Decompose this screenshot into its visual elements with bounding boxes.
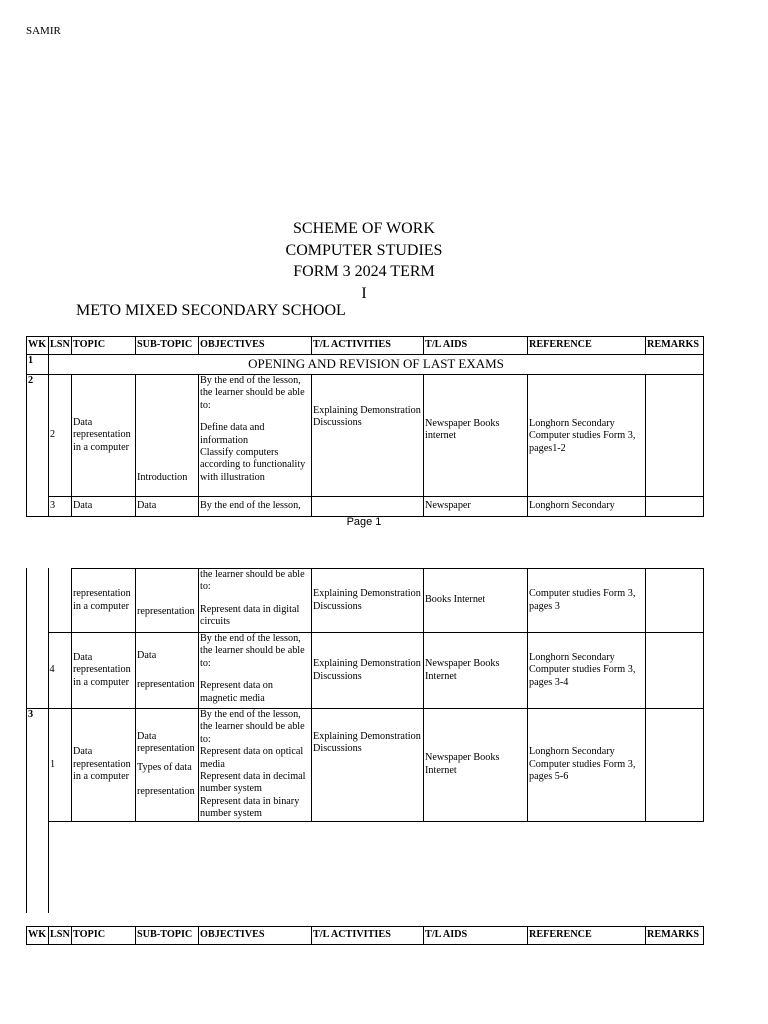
table-row (27, 633, 704, 709)
title-line: SCHEME OF WORK (293, 220, 435, 237)
page-number: Page 1 (346, 516, 382, 528)
col-header-reference: REFERENCE (528, 927, 646, 945)
activities-cell: Explaining Demonstration Discussions (312, 375, 424, 497)
objective-intro: By the end of the lesson, the learner should be able to: (200, 375, 305, 411)
objectives-cell (199, 633, 312, 709)
activities-cell (312, 497, 424, 517)
subtopic-line: representation (137, 678, 195, 690)
scheme-table-repeat-header (26, 926, 704, 945)
reference-cell: Computer studies Form 3, pages 3 (528, 569, 646, 633)
title-line: COMPUTER STUDIES (285, 241, 443, 259)
reference-cell: Longhorn Secondary (528, 497, 646, 517)
reference-cell: Longhorn Secondary Computer studies Form 3, pages 5-6 (528, 709, 646, 822)
lesson-number: 2 (49, 375, 72, 497)
week-note: OPENING AND REVISION OF LAST EXAMS (49, 355, 704, 375)
remarks-cell (646, 633, 704, 709)
activities-cell: Explaining Demonstration Discussions (312, 569, 424, 633)
reference-cell: Longhorn Secondary Computer studies Form 3, pages1-2 (528, 375, 646, 497)
header-row (27, 337, 704, 355)
col-header-aids: T/L AIDS (424, 927, 528, 945)
school-name: METO MIXED SECONDARY SCHOOL (76, 302, 346, 319)
col-header-lsn: LSN (49, 337, 72, 355)
col-header-topic: TOPIC (72, 927, 136, 945)
title-line: FORM 3 2024 TERM (293, 263, 435, 280)
subtopic-line: representation (137, 786, 195, 798)
remarks-cell (646, 569, 704, 633)
document-author: SAMIR (26, 25, 61, 37)
objectives-cell: By the end of the lesson, (199, 497, 312, 517)
topic-cell: Data representation in a computer (72, 709, 136, 822)
col-header-reference: REFERENCE (528, 337, 646, 355)
topic-cell: Data representation in a computer (72, 633, 136, 709)
subtopic-cell: representation (136, 569, 199, 633)
objectives-cell (199, 375, 312, 497)
remarks-cell (646, 497, 704, 517)
subtopic-line: Data (137, 650, 157, 662)
col-header-activities: T/L ACTIVITIES (312, 337, 424, 355)
aids-cell: Newspaper (424, 497, 528, 517)
col-header-wk: WK (27, 337, 49, 355)
aids-cell: Books Internet (424, 569, 528, 633)
week-number (27, 569, 49, 633)
objective-item: Represent data on magnetic media (200, 680, 273, 704)
header-row (27, 927, 704, 945)
objective-item: Represent data in digital circuits (200, 603, 300, 628)
topic-cell: Data representation in a computer (72, 375, 136, 497)
week-number: 1 (27, 355, 49, 375)
objective-item: Classify computers according to functionality with illustration (200, 447, 306, 483)
objectives-cell (199, 709, 312, 822)
activities-cell: Explaining Demonstration Discussions (312, 709, 424, 822)
objective-intro: By the end of the lesson, the learner should be able to: (200, 633, 305, 669)
lesson-number: 4 (49, 633, 72, 709)
scheme-table-page-2 (26, 568, 704, 822)
subtopic-line: Data representation (137, 731, 195, 755)
subtopic-cell: Introduction (136, 375, 199, 497)
col-header-objectives: OBJECTIVES (199, 337, 312, 355)
aids-cell: Newspaper Books Internet (424, 709, 528, 822)
subtopic-cell: Data (136, 497, 199, 517)
col-header-objectives: OBJECTIVES (199, 927, 312, 945)
table-row (27, 375, 704, 497)
remarks-cell (646, 375, 704, 497)
table-row (27, 709, 704, 822)
week-number: 2 (27, 375, 49, 517)
reference-cell: Longhorn Secondary Computer studies Form 3, pages 3-4 (528, 633, 646, 709)
topic-cell: representation in a computer (72, 569, 136, 633)
objectives-cell (199, 569, 312, 633)
scheme-table-page-1 (26, 336, 704, 517)
lesson-number (49, 569, 72, 633)
document-title (0, 218, 728, 304)
col-header-lsn: LSN (49, 927, 72, 945)
col-header-remarks: REMARKS (646, 927, 704, 945)
col-header-wk: WK (27, 927, 49, 945)
title-line: I (361, 284, 367, 302)
week-number: 3 (27, 709, 49, 822)
col-header-remarks: REMARKS (646, 337, 704, 355)
week-number (27, 633, 49, 709)
objective-item: Represent data in binary number system (200, 795, 300, 820)
objective-item: Define data and information (200, 422, 265, 446)
col-header-activities: T/L ACTIVITIES (312, 927, 424, 945)
subtopic-cell (136, 709, 199, 822)
remarks-cell (646, 709, 704, 822)
table-row (27, 569, 704, 633)
table-row (27, 355, 704, 375)
table-row (27, 497, 704, 517)
objective-intro: By the end of the lesson, the learner should be able to: (200, 709, 305, 745)
aids-cell: Newspaper Books Internet (424, 633, 528, 709)
lesson-number: 3 (49, 497, 72, 517)
objective-intro: the learner should be able to: (200, 569, 305, 593)
col-header-topic: TOPIC (72, 337, 136, 355)
col-header-subtopic: SUB-TOPIC (136, 927, 199, 945)
aids-cell: Newspaper Books internet (424, 375, 528, 497)
subtopic-cell (136, 633, 199, 709)
col-header-subtopic: SUB-TOPIC (136, 337, 199, 355)
objective-item: Represent data on optical media (200, 746, 304, 770)
objective-item: Represent data in decimal number system (200, 771, 306, 795)
col-header-aids: T/L AIDS (424, 337, 528, 355)
lesson-number: 1 (49, 709, 72, 822)
topic-cell: Data (72, 497, 136, 517)
subtopic-line: Types of data (137, 761, 192, 773)
activities-cell: Explaining Demonstration Discussions (312, 633, 424, 709)
